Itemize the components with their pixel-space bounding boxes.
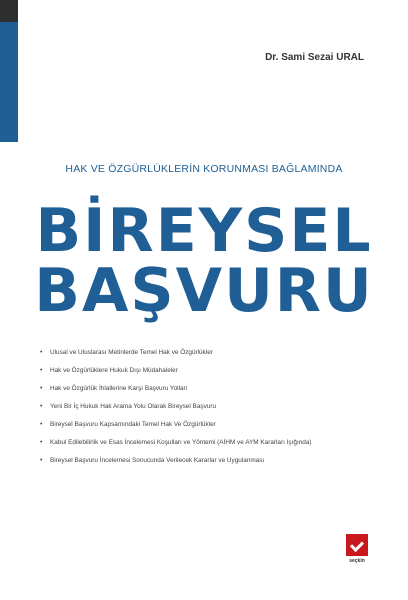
topic-text: Ulusal ve Uluslarası Metinlerde Temel Hak ve Özgürlükler <box>50 349 213 356</box>
author-name: Dr. Sami Sezai URAL <box>265 52 364 63</box>
book-title-line-1: BİREYSEL <box>35 196 373 266</box>
bullet-icon: • <box>40 403 43 410</box>
topic-item <box>40 366 370 375</box>
topic-item <box>40 420 370 429</box>
bullet-icon: • <box>40 439 43 446</box>
topic-list <box>40 348 370 474</box>
cover-color-band <box>0 0 18 142</box>
bullet-icon: • <box>40 349 43 356</box>
topic-item <box>40 456 370 465</box>
publisher-logo <box>342 534 372 564</box>
bullet-icon: • <box>40 421 43 428</box>
topic-item <box>40 384 370 393</box>
publisher-checkmark-icon <box>346 534 368 556</box>
topic-item <box>40 438 370 447</box>
topic-text: Kabul Edilebilirlik ve Esas İncelemesi Koşulları ve Yöntemi (AİHM ve AYM Kararları Işığında) <box>50 439 312 446</box>
topic-text: Yeni Bir İç Hukuk Hak Arama Yolu Olarak Bireysel Başvuru <box>50 403 216 410</box>
book-subtitle: HAK VE ÖZGÜRLÜKLERİN KORUNMASI BAĞLAMINDA <box>65 163 343 175</box>
topic-item <box>40 348 370 357</box>
topic-text: Bireysel Başvuru İncelemesi Sonucunda Verilecek Kararlar ve Uygulanması <box>50 457 265 464</box>
topic-item <box>40 402 370 411</box>
bullet-icon: • <box>40 385 43 392</box>
topic-text: Bireysel Başvuru Kapsamındaki Temel Hak Ve Özgürlükler <box>50 421 216 428</box>
publisher-name: seçkin <box>349 558 365 564</box>
cover-dark-band <box>0 0 18 22</box>
bullet-icon: • <box>40 367 43 374</box>
book-title-line-2: BAŞVURU <box>34 256 374 326</box>
topic-text: Hak ve Özgürlüklere Hukuk Dışı Müdahaleler <box>50 367 178 374</box>
topic-text: Hak ve Özgürlük İhlallerine Karşı Başvuru Yolları <box>50 385 188 392</box>
bullet-icon: • <box>40 457 43 464</box>
